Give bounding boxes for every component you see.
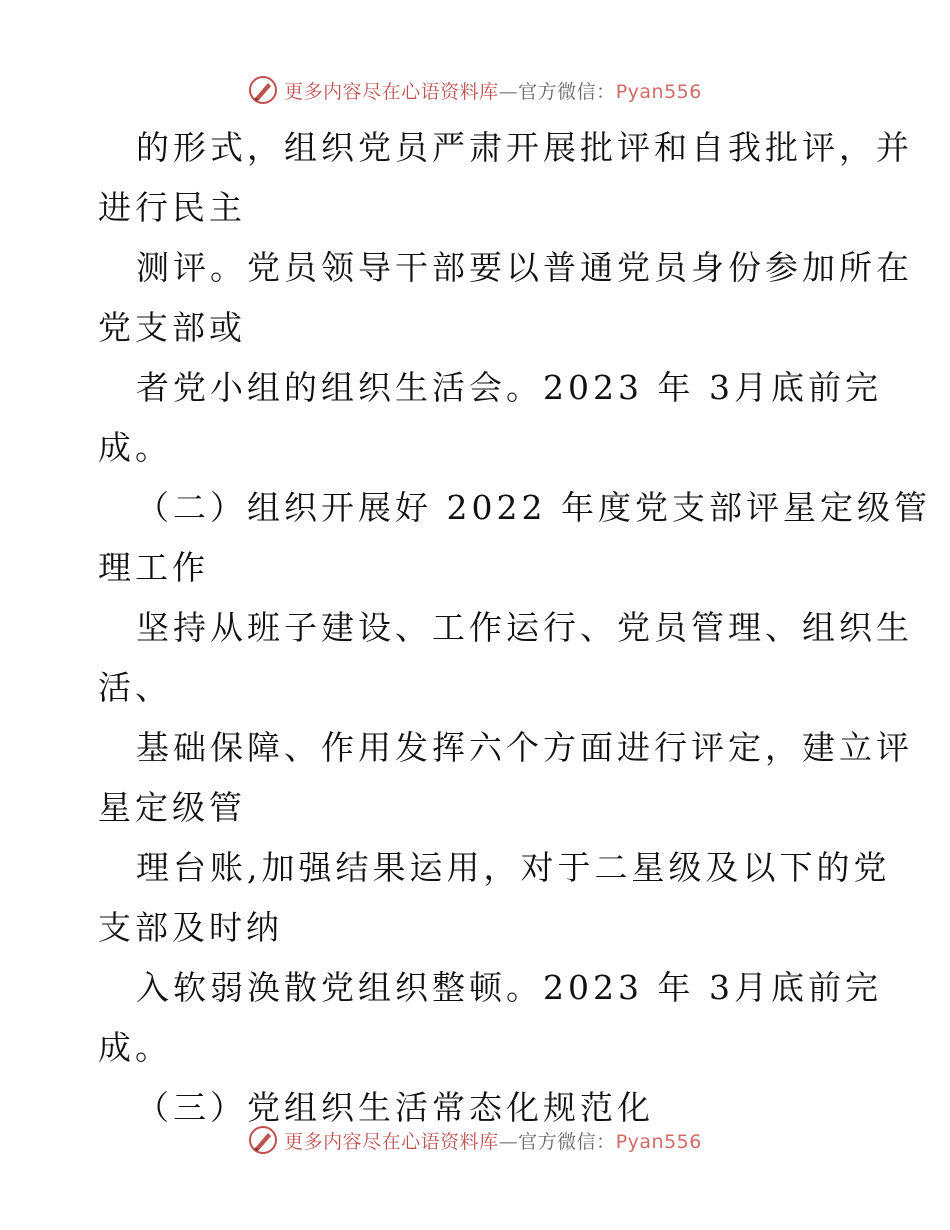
watermark-brand: 更多内容尽在心语资料库 [284, 1130, 499, 1153]
text-line: 入软弱涣散党组织整顿。2023 年 3月底前完 [136, 968, 882, 1007]
pen-logo-icon [248, 1125, 278, 1155]
text-line: 测评。党员领导干部要以普通党员身份参加所在 [136, 248, 913, 287]
watermark-text [284, 1127, 702, 1154]
text-line: 星定级管 [98, 788, 246, 827]
text-line: 成。 [98, 1028, 172, 1067]
header-watermark [0, 70, 950, 110]
text-line: 的形式，组织党员严肃开展批评和自我批评，并 [136, 128, 913, 167]
text-line: 基础保障、作用发挥六个方面进行评定，建立评 [136, 728, 913, 767]
section-heading: （二）组织开展好 2022 年度党支部评星定级管 [136, 488, 931, 527]
document-body [98, 118, 931, 1138]
text-line: 理台账,加强结果运用，对于二星级及以下的党 [136, 848, 891, 887]
watermark-group [248, 75, 702, 105]
watermark-label: 官方微信： [518, 80, 616, 103]
watermark-group [248, 1125, 702, 1155]
text-line: 理工作 [98, 548, 209, 587]
pen-logo-icon [248, 75, 278, 105]
watermark-separator: — [498, 80, 519, 103]
text-line: 者党小组的组织生活会。2023 年 3月底前完 [136, 368, 882, 407]
watermark-brand: 更多内容尽在心语资料库 [284, 80, 499, 103]
text-line: 活、 [98, 668, 172, 707]
text-line: 成。 [98, 428, 172, 467]
text-line: 坚持从班子建设、工作运行、党员管理、组织生 [136, 608, 913, 647]
watermark-separator: — [498, 1130, 519, 1153]
watermark-id: Pyan556 [615, 1130, 702, 1153]
text-line: 支部及时纳 [98, 908, 283, 947]
watermark-id: Pyan556 [615, 80, 702, 103]
watermark-text [284, 77, 702, 104]
text-line: 进行民主 [98, 188, 246, 227]
watermark-label: 官方微信： [518, 1130, 616, 1153]
section-heading: （三）党组织生活常态化规范化 [136, 1088, 654, 1127]
footer-watermark [0, 1120, 950, 1160]
text-line: 党支部或 [98, 308, 246, 347]
